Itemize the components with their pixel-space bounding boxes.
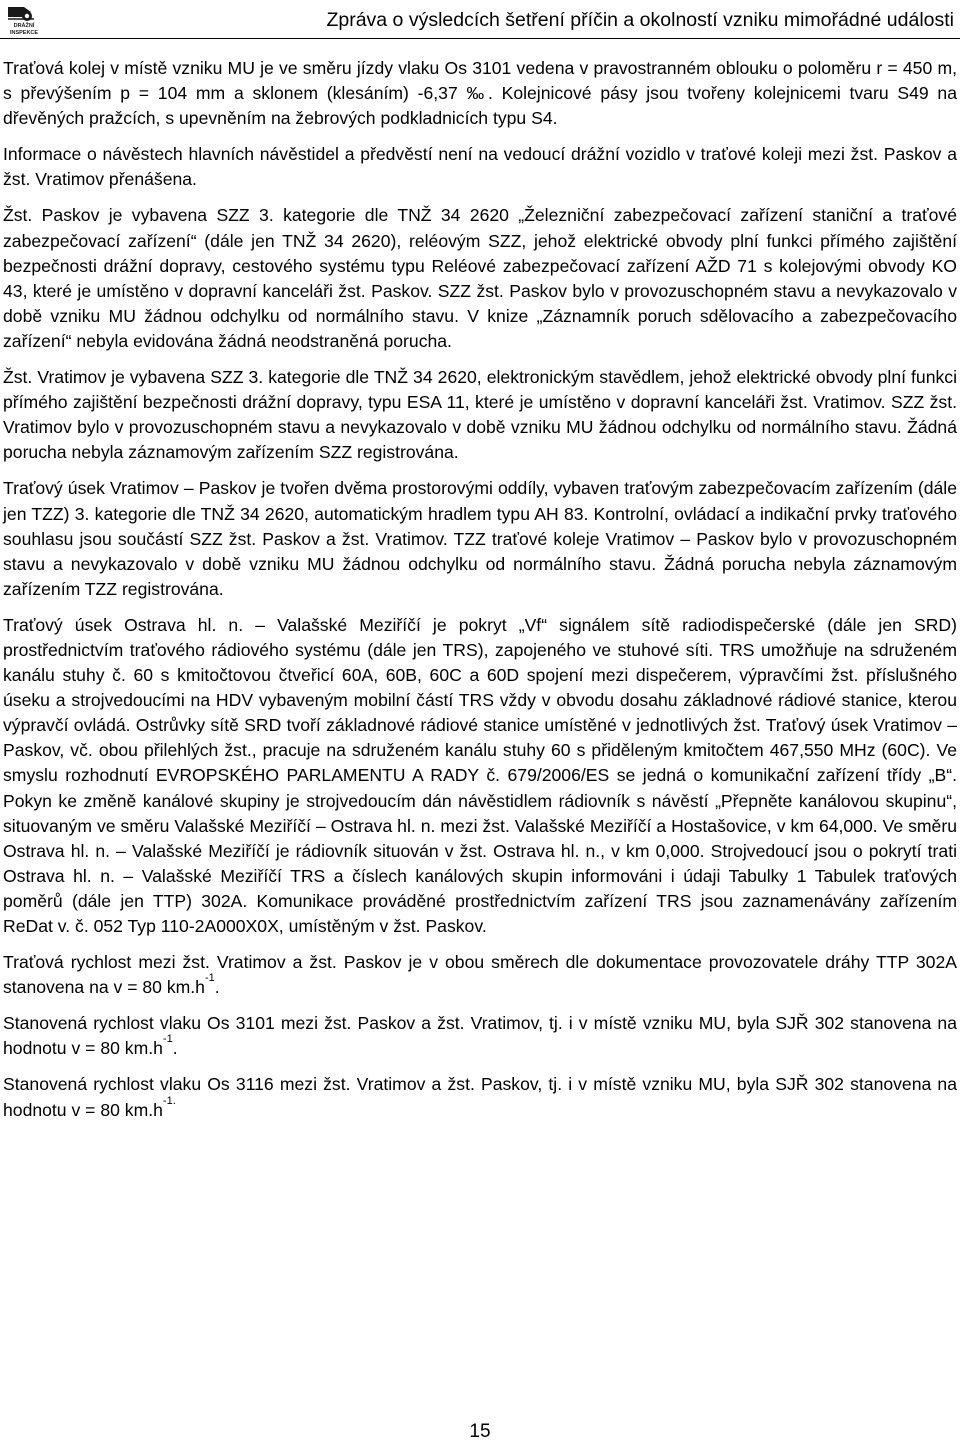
paragraph-track-description: Traťová kolej v místě vzniku MU je ve směru jízdy vlaku Os 3101 vedena v pravostranném oblouku o poloměru r = 450 m, s převýšením p = 104 mm a sklonem (klesáním) -6,37 ‰. Kolejnicové pásy jsou tvořeny kolejnicemi tvaru S49 na dřevěných pražcích, s upevněním na žebrových podkladnicích typu S4.	[3, 58, 957, 129]
speed-unit-exponent: -1	[162, 1033, 173, 1046]
paragraph-signal-information: Informace o návěstech hlavních návěstidel a předvěstí není na vedoucí drážní vozidlo v traťové koleji mezi žst. Paskov a žst. Vratimov přenášena.	[3, 144, 957, 190]
speed-end: .	[214, 977, 220, 998]
paragraph-paskov-szz: Žst. Paskov je vybavena SZZ 3. kategorie dle TNŽ 34 2620 „Železniční zabezpečovací zařízení staniční a traťové zabezpečovací zařízení“ (dále jen TNŽ 34 2620), reléovým SZZ, jehož elektrické obvody plní funkci přímého zajištění bezpečnosti drážní dopravy, cestového systému typu Reléové zabezpečovací zařízení AŽD 71 s kolejovými obvody KO 43, které je umístěno v dopravní kanceláři žst. Paskov. SZZ žst. Paskov bylo v provozuschopném stavu a nevykazovalo v době vzniku MU žádnou odchylku od normálního stavu. V knize „Záznamník poruch sdělovacího a zabezpečovacího zařízení“ nebyla evidována žádná neodstraněná porucha.	[3, 205, 957, 351]
drazni-inspekce-logo	[4, 4, 44, 38]
page-number: 15	[469, 1421, 491, 1442]
speed-text: Traťová rychlost mezi žst. Vratimov a žst. Paskov je v obou směrech dle dokumentace provozovatele dráhy TTP 302A stanovena na v = 80 km.h	[3, 952, 957, 998]
page-header	[0, 0, 960, 44]
speed-unit-exponent: -1	[204, 972, 215, 985]
speed-text: Stanovená rychlost vlaku Os 3101 mezi žst. Paskov a žst. Vratimov, tj. i v místě vzniku MU, byla SJŘ 302 stanovena na hodnotu v = 80 km.h	[3, 1013, 957, 1059]
document-body	[3, 56, 957, 1134]
drazni-inspekce-logo-icon	[4, 4, 44, 38]
speed-end: .	[172, 1038, 178, 1059]
header-divider	[0, 38, 960, 39]
paragraph-train-3116-speed	[3, 1072, 957, 1122]
paragraph-track-speed	[3, 950, 957, 1000]
logo-text-line1: DRÁŽNÍ	[13, 23, 35, 29]
paragraph-vratimov-szz: Žst. Vratimov je vybavena SZZ 3. kategorie dle TNŽ 34 2620, elektronickým stavědlem, jehož elektrické obvody plní funkci přímého zajištění bezpečnosti drážní dopravy, typu ESA 11, které je umístěno v dopravní kanceláři žst. Vratimov. SZZ žst. Vratimov bylo v provozuschopném stavu a nevykazovalo v době vzniku MU žádnou odchylku od normálního stavu. Žádná porucha nebyla záznamovým zařízením SZZ registrována.	[3, 367, 957, 463]
speed-text: Stanovená rychlost vlaku Os 3116 mezi žst. Vratimov a žst. Paskov, tj. i v místě vzniku MU, byla SJŘ 302 stanovena na hodnotu v = 80 km.h	[3, 1074, 957, 1120]
paragraph-radio-system: Traťový úsek Ostrava hl. n. – Valašské Meziříčí je pokryt „Vf“ signálem sítě radiodispečerské (dále jen SRD) prostřednictvím traťového rádiového systému (dále jen TRS), zapojeného ve stuhové síti. TRS umožňuje na sdruženém kanálu stuhy č. 60 s kmitočtovou čtveřicí 60A, 60B, 60C a 60D spojení mezi dispečerem, výpravčími žst. příslušného úseku a strojvedoucími na HDV vybaveným mobilní částí TRS vždy v obvodu dosahu základnové rádiové stanice, kterou výpravčí ovládá. Ostrůvky sítě SRD tvoří základnové rádiové stanice umístěné v jednotlivých žst. Traťový úsek Vratimov – Paskov, vč. obou přilehlých žst., pracuje na sdruženém kanálu stuhy 60 s přiděleným kmitočtem 467,550 MHz (60C). Ve smyslu rozhodnutí EVROPSKÉHO PARLAMENTU A RADY č. 679/2006/ES se jedná o komunikační zařízení třídy „B“. Pokyn ke změně kanálové skupiny je strojvedoucím dán návěstidlem rádiovník s návěstí „Přepněte kanálovou skupinu“, situovaným ve směru Valašské Meziříčí – Ostrava hl. n. mezi žst. Valašské Meziříčí a Hostašovice, v km 64,000. Ve směru Ostrava hl. n. – Valašské Meziříčí je rádiovník situován v žst. Ostrava hl. n., v km 0,000. Strojvedoucí jsou o pokrytí trati Ostrava hl. n. – Valašské Meziříčí TRS a číslech kanálových skupin informováni i údaji Tabulky 1 Tabulek traťových poměrů (dále jen TTP) 302A. Komunikace prováděné prostřednictvím zařízení TRS jsou zaznamenávány zařízením ReDat v. č. 052 Typ 110-2A000X0X, umístěným v žst. Paskov.	[3, 614, 957, 936]
logo-text-line2: INSPEKCE	[9, 30, 39, 36]
document-title: Zpráva o výsledcích šetření příčin a okolností vzniku mimořádné události	[326, 9, 954, 31]
paragraph-train-3101-speed	[3, 1011, 957, 1061]
speed-unit-exponent: -1.	[162, 1094, 176, 1107]
paragraph-tzz-section: Traťový úsek Vratimov – Paskov je tvořen dvěma prostorovými oddíly, vybaven traťovým zabezpečovacím zařízením (dále jen TZZ) 3. kategorie dle TNŽ 34 2620, automatickým hradlem typu AH 83. Kontrolní, ovládací a indikační prvky traťového souhlasu jsou součástí SZZ žst. Paskov a žst. Vratimov. TZZ traťové koleje Vratimov – Paskov bylo v provozuschopném stavu a nevykazovalo v době vzniku MU žádnou odchylku od normálního stavu. Žádná porucha nebyla záznamovým zařízením TZZ registrována.	[3, 478, 957, 599]
